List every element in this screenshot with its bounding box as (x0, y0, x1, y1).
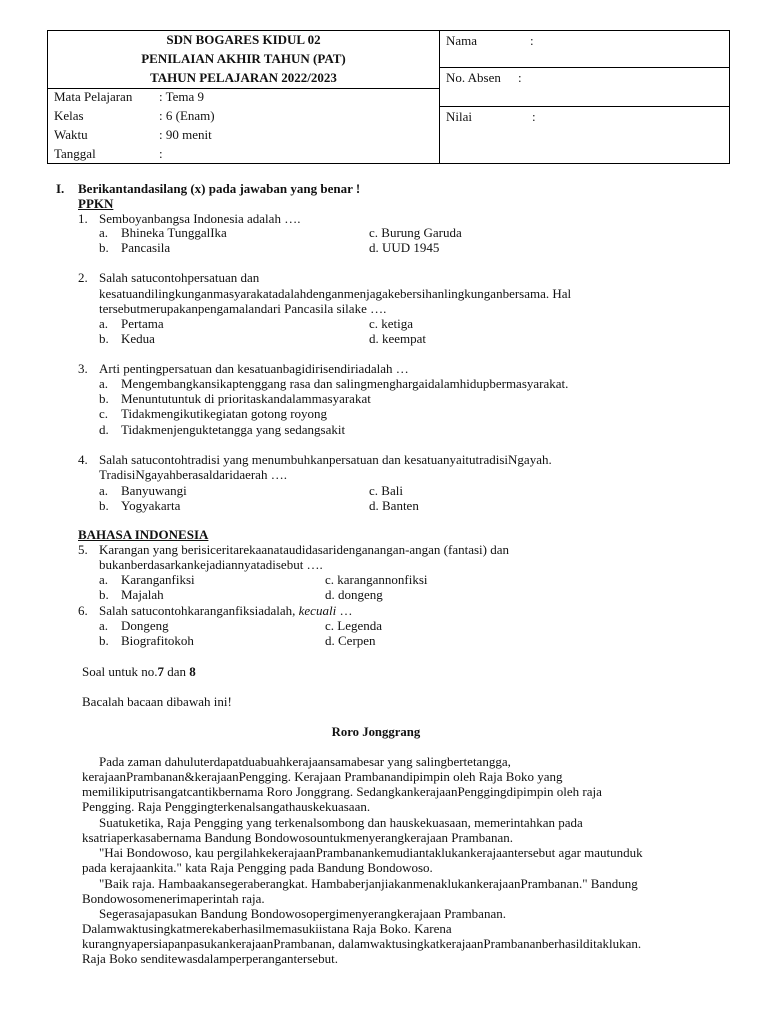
option-letter: b. (99, 498, 109, 513)
story-line: Raja Boko senditewasdalamperperangantersebut. (82, 951, 338, 966)
info-label-date: Tanggal (54, 146, 96, 161)
info-label-time: Waktu (54, 127, 88, 142)
question-text: Arti pentingpersatuan dan kesatuanbagidirisendiriadalah … (99, 361, 409, 376)
option-letter: a. (99, 225, 109, 240)
option-text: c. Burung Garuda (369, 225, 462, 240)
option-text: Kedua (121, 331, 155, 346)
option-text: d. Cerpen (325, 633, 376, 648)
question-text (99, 603, 352, 618)
info-value-subject: : Tema 9 (159, 89, 205, 104)
reading-instruction: Bacalah bacaan dibawah ini! (82, 694, 232, 709)
subject-heading-ppkn: PPKN (78, 196, 114, 211)
info-value-class: : 6 (Enam) (159, 108, 215, 123)
story-line: Segerasajapasukan Bandung Bondowosopergimenyerangkerajaan Prambanan. (99, 906, 506, 921)
option-text: Menuntutuntuk di prioritaskandalammasyarakat (121, 391, 371, 406)
question-number: 6. (78, 603, 88, 618)
option-letter: a. (99, 483, 109, 498)
reading-note-number: 8 (189, 664, 196, 679)
question-text: Semboyanbangsa Indonesia adalah …. (99, 211, 301, 226)
story-line: pada kerajaankita." kata Raja Pengging pada Bandung Bondowoso. (82, 860, 433, 875)
question-number: 4. (78, 452, 88, 467)
score-field-colon: : (532, 109, 536, 124)
option-text: Yogyakarta (121, 498, 181, 513)
section-number: I. (56, 181, 65, 196)
option-letter: b. (99, 587, 109, 602)
reading-note (82, 664, 196, 679)
story-line: kurangnyapersiapanpasukankerajaanPrambanan, dalamwaktusingkatkerajaanPrambananberhasilditaklukan. (82, 936, 642, 951)
option-letter: b. (99, 331, 109, 346)
option-text: c. karangannonfiksi (325, 572, 428, 587)
option-text: Bhineka TunggalIka (121, 225, 227, 240)
option-letter: a. (99, 316, 109, 331)
story-title: Roro Jonggrang (331, 724, 421, 739)
option-text: Pancasila (121, 240, 171, 255)
absen-field-label: No. Absen (446, 70, 501, 85)
info-label-subject: Mata Pelajaran (54, 89, 133, 104)
question-text: Salah satucontohtradisi yang menumbuhkanpersatuan dan kesatuanyaitutradisiNgayah. (99, 452, 552, 467)
option-text: d. UUD 1945 (369, 240, 440, 255)
option-text: Mengembangkansikaptenggang rasa dan salingmenghargaidalamhidupbermasyarakat. (121, 376, 569, 391)
info-label-class: Kelas (54, 108, 84, 123)
question-text: Karangan yang berisiceritarekaanataudidasaridenganangan-angan (fantasi) dan (99, 542, 510, 557)
absen-field-colon: : (518, 70, 522, 85)
option-text: Karanganfiksi (121, 572, 195, 587)
story-line: Dalamwaktusingkatmerekaberhasilmemasukiistana Raja Boko. Karena (82, 921, 452, 936)
option-text: c. ketiga (369, 316, 414, 331)
section-instruction: Berikantandasilang (x) pada jawaban yang benar ! (78, 181, 361, 196)
score-field-label: Nilai (446, 109, 472, 124)
header-table (47, 30, 730, 164)
table-divider (440, 106, 730, 107)
question-text-main: Salah satucontohkaranganfiksiadalah, (99, 603, 299, 618)
name-field-colon: : (530, 33, 534, 48)
option-text: d. dongeng (325, 587, 383, 602)
option-text: d. Banten (369, 498, 419, 513)
question-text-end: … (336, 603, 353, 618)
option-text: Biografitokoh (121, 633, 194, 648)
option-letter: c. (99, 406, 109, 421)
story-line: Pada zaman dahuluterdapatduabuahkerajaansamabesar yang salingbertetangga, (99, 754, 511, 769)
story-line: "Hai Bondowoso, kau pergilahkekerajaanPrambanankemudiantaklukankerajaantersebut agar mautunduk (99, 845, 643, 860)
reading-note-number: 7 (157, 664, 164, 679)
option-text: Tidakmenjenguktetangga yang sedangsakit (121, 422, 346, 437)
info-value-time: : 90 menit (159, 127, 212, 142)
option-text: Pertama (121, 316, 164, 331)
option-text: Dongeng (121, 618, 169, 633)
story-line: Pengging. Raja Penggingterkenalsangathauskekuasaan. (82, 799, 371, 814)
question-text: bukanberdasarkankejadiannyatadisebut …. (99, 557, 323, 572)
name-field-label: Nama (446, 33, 478, 48)
option-letter: b. (99, 633, 109, 648)
table-divider (439, 31, 440, 163)
school-name: SDN BOGARES KIDUL 02 (166, 32, 321, 47)
option-text: Tidakmengikutikegiatan gotong royong (121, 406, 328, 421)
question-number: 5. (78, 542, 88, 557)
option-text: c. Legenda (325, 618, 383, 633)
option-text: c. Bali (369, 483, 403, 498)
option-letter: a. (99, 572, 109, 587)
question-text: Salah satucontohpersatuan dan (99, 270, 260, 285)
option-letter: b. (99, 240, 109, 255)
story-line: kerajaanPrambanan&kerajaanPengging. Kerajaan Prambanandipimpin oleh Raja Boko yang (82, 769, 563, 784)
reading-note-text: dan (163, 664, 190, 679)
info-value-date: : (159, 146, 163, 161)
option-text: Majalah (121, 587, 164, 602)
question-text: tersebutmerupakanpengamalandari Pancasila silake …. (99, 301, 387, 316)
question-number: 3. (78, 361, 88, 376)
reading-note-text: Soal untuk no. (82, 664, 158, 679)
question-text: kesatuandilingkunganmasyarakatadalahdenganmenjagakebersihanlingkunganbersama. Hal (99, 286, 572, 301)
table-divider (440, 67, 730, 68)
option-letter: a. (99, 618, 109, 633)
exam-name: PENILAIAN AKHIR TAHUN (PAT) (141, 51, 346, 66)
story-line: Bondowosomenerimaperintah raja. (82, 891, 265, 906)
story-line: "Baik raja. Hambaakansegeraberangkat. HambaberjanjiakanmenaklukankerajaanPrambanan." Bandung (99, 876, 638, 891)
question-number: 1. (78, 211, 88, 226)
option-text: d. keempat (369, 331, 427, 346)
question-number: 2. (78, 270, 88, 285)
question-text-emphasis: kecuali (298, 603, 337, 618)
story-line: Suatuketika, Raja Pengging yang terkenalsombong dan hauskekuasaan, memerintahkan pada (99, 815, 583, 830)
question-text: TradisiNgayahberasaldaridaerah …. (99, 467, 287, 482)
school-year: TAHUN PELAJARAN 2022/2023 (150, 70, 337, 85)
story-line: memilikiputrisangatcantikbernama Roro Jonggrang. SedangkankerajaanPenggingdipimpin oleh raja (82, 784, 602, 799)
option-letter: a. (99, 376, 109, 391)
option-text: Banyuwangi (121, 483, 187, 498)
subject-heading-bahasa: BAHASA INDONESIA (78, 527, 209, 542)
option-letter: d. (99, 422, 109, 437)
option-letter: b. (99, 391, 109, 406)
story-line: ksatriaperkasabernama Bandung Bondowosountukmenyerangkerajaan Prambanan. (82, 830, 514, 845)
